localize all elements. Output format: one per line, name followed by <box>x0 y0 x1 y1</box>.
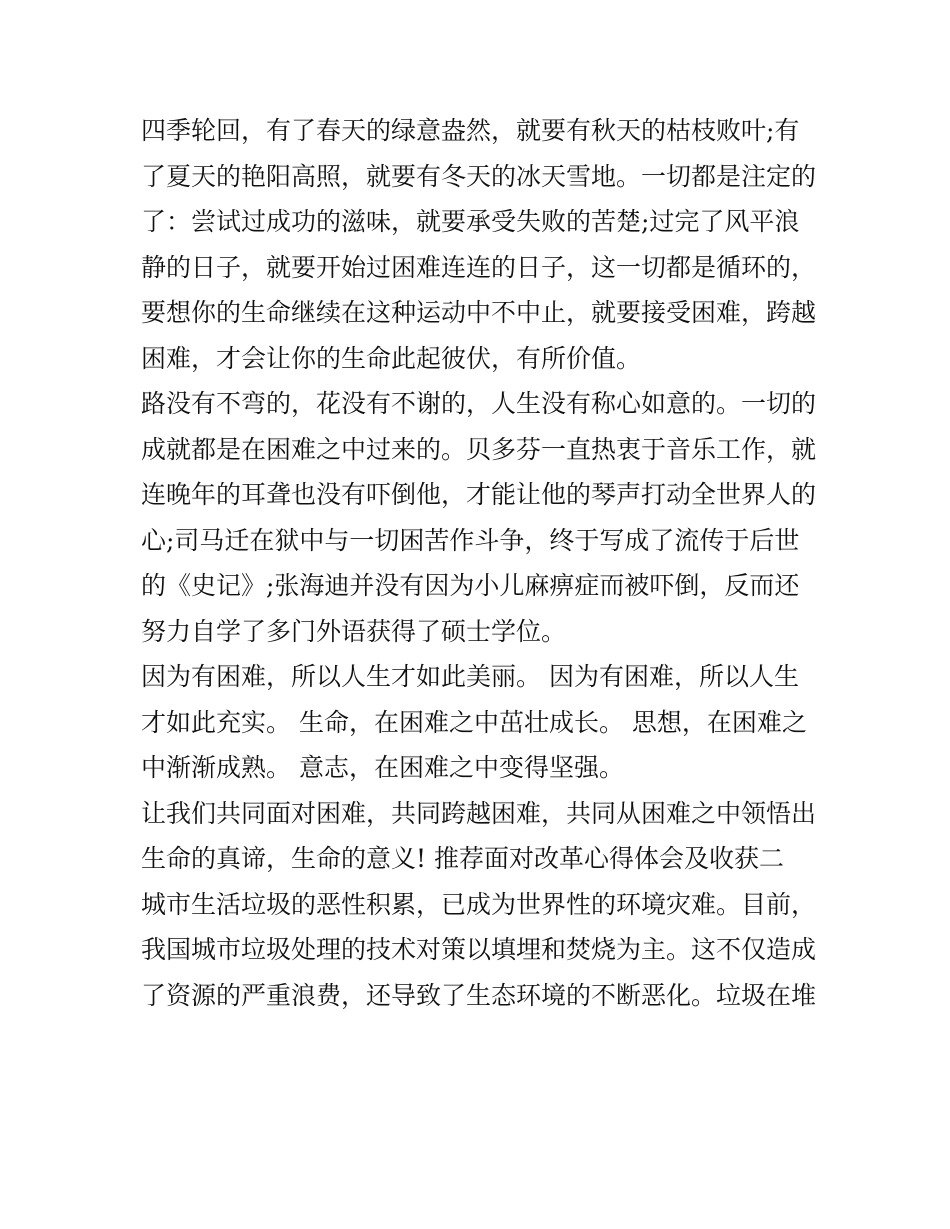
text-line: 路没有不弯的，花没有不谢的，人生没有称心如意的。一切的 <box>141 389 817 418</box>
text-line: 城市生活垃圾的恶性积累，已成为世界性的环境灾难。目前， <box>141 889 817 919</box>
text-line: 连晚年的耳聋也没有吓倒他，才能让他的琴声打动全世界人的 <box>141 480 817 509</box>
text-line: 困难，才会让你的生命此起彼伏，有所价值。 <box>141 343 642 373</box>
text-line: 了资源的严重浪费，还导致了生态环境的不断恶化。垃圾在堆 <box>141 980 817 1010</box>
text-line: 才如此充实。 生命，在困难之中茁壮成长。 思想，在困难之 <box>141 707 807 737</box>
text-line: 的《史记》;张海迪并没有因为小儿麻痹症而被吓倒，反而还 <box>141 571 800 600</box>
text-line: 让我们共同面对困难，共同跨越困难，共同从困难之中领悟出 <box>141 798 817 828</box>
text-line: 因为有困难，所以人生才如此美丽。 因为有困难，所以人生 <box>141 662 799 691</box>
text-line: 四季轮回，有了春天的绿意盎然，就要有秋天的枯枝败叶;有 <box>141 116 800 145</box>
text-line: 我国城市垃圾处理的技术对策以填埋和焚烧为主。这不仅造成 <box>141 935 817 964</box>
text-line: 了：尝试过成功的滋味，就要承受失败的苦楚;过完了风平浪 <box>141 207 800 236</box>
text-line: 要想你的生命继续在这种运动中不中止，就要接受困难，跨越 <box>141 298 817 327</box>
text-line: 努力自学了多门外语获得了硕士学位。 <box>141 616 567 646</box>
text-line: 了夏天的艳阳高照，就要有冬天的冰天雪地。一切都是注定的 <box>141 161 817 191</box>
text-line: 中渐渐成熟。 意志，在困难之中变得坚强。 <box>141 753 624 782</box>
text-line: 心;司马迁在狱中与一切困苦作斗争，终于写成了流传于后世 <box>141 525 800 555</box>
body-text <box>141 108 821 1018</box>
text-line: 成就都是在困难之中过来的。贝多芬一直热衷于音乐工作，就 <box>141 434 817 464</box>
text-line: 生命的真谛，生命的意义! 推荐面对改革心得体会及收获二 <box>141 844 784 873</box>
text-line: 静的日子，就要开始过困难连连的日子，这一切都是循环的， <box>141 252 817 282</box>
